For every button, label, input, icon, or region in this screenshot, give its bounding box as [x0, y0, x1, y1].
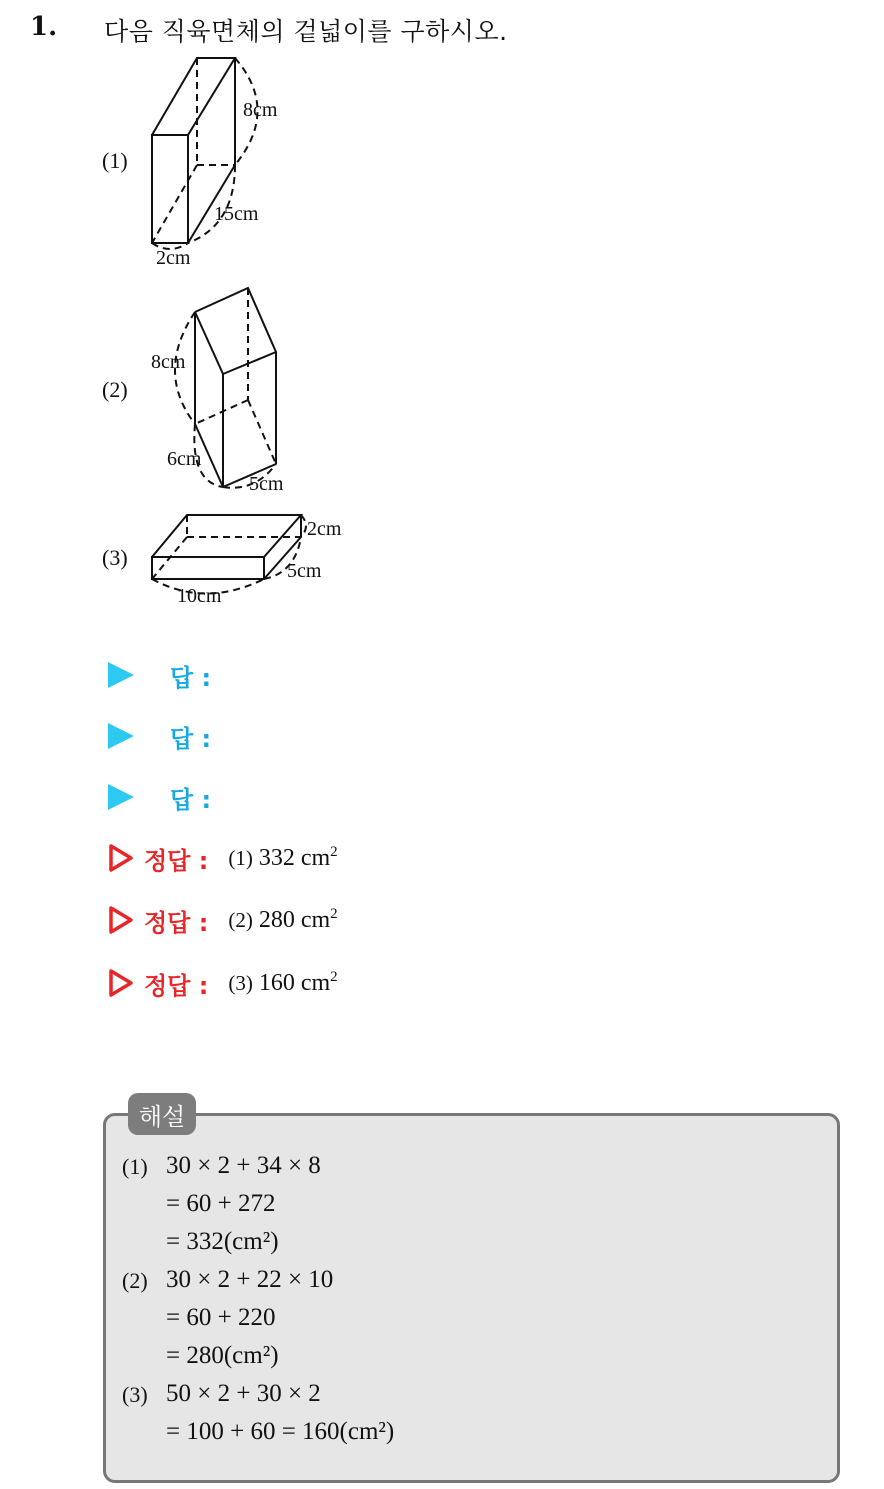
- cuboid-figure-3: [145, 508, 360, 608]
- figure-2-dim-depth: 6cm: [167, 448, 202, 470]
- solution-part-1-number: (1): [122, 1154, 148, 1179]
- correct-label: 정답 :: [144, 846, 209, 875]
- figure-2-dim-height: 8cm: [151, 351, 186, 373]
- play-marker-icon: [108, 662, 134, 688]
- correct-label: 정답 :: [144, 908, 209, 937]
- answer-label: 답 :: [170, 663, 212, 692]
- figure-3-dim-depth: 5cm: [287, 560, 322, 582]
- figure-2-dim-width: 5cm: [249, 473, 284, 495]
- figure-1-dim-depth: 15cm: [214, 203, 259, 225]
- answer-row-3: [108, 780, 211, 814]
- solution-part-3-number: (3): [122, 1382, 148, 1407]
- correct-row-3: [108, 966, 338, 1000]
- solution-tab: 해설: [128, 1093, 196, 1135]
- play-marker-icon: [108, 784, 134, 810]
- figure-3-dim-width: 10cm: [177, 585, 222, 607]
- solution-line: 30 × 2 + 34 × 8: [166, 1152, 321, 1179]
- solution-line: 50 × 2 + 30 × 2: [166, 1380, 321, 1407]
- correct-row-1: [108, 841, 338, 875]
- answer-row-2: [108, 719, 211, 753]
- solution-part-2-number: (2): [122, 1268, 148, 1293]
- correct-value: (3) 160 $cm^2$: [228, 969, 338, 996]
- solution-line: = 60 + 272: [166, 1190, 276, 1217]
- figure-1-dim-height: 8cm: [243, 99, 278, 121]
- figure-1-dim-width: 2cm: [156, 247, 191, 269]
- correct-value: (2) 280 $cm^2$: [228, 906, 338, 933]
- outline-triangle-icon: [108, 843, 134, 873]
- figure-1-label: (1): [102, 148, 128, 173]
- answer-row-1: [108, 658, 211, 692]
- solution-line: = 60 + 220: [166, 1304, 276, 1331]
- figure-3-label: (3): [102, 545, 128, 570]
- question-text: 다음 직육면체의 겉넓이를 구하시오.: [104, 17, 508, 46]
- solution-line: = 280(cm²): [166, 1342, 279, 1369]
- correct-row-2: [108, 903, 338, 937]
- correct-value: (1) 332 $cm^2$: [228, 844, 338, 871]
- solution-line: 30 × 2 + 22 × 10: [166, 1266, 334, 1293]
- solution-line: = 332(cm²): [166, 1228, 279, 1255]
- correct-label: 정답 :: [144, 971, 209, 1000]
- play-marker-icon: [108, 723, 134, 749]
- cuboid-figure-2: [145, 282, 345, 497]
- outline-triangle-icon: [108, 905, 134, 935]
- answer-label: 답 :: [170, 785, 212, 814]
- solution-line: = 100 + 60 = 160(cm²): [166, 1418, 395, 1445]
- question-number: 1.: [30, 12, 58, 42]
- figure-2-label: (2): [102, 377, 128, 402]
- answer-label: 답 :: [170, 724, 212, 753]
- outline-triangle-icon: [108, 968, 134, 998]
- cuboid-figure-1: [140, 50, 310, 275]
- figure-3-dim-height: 2cm: [307, 518, 342, 540]
